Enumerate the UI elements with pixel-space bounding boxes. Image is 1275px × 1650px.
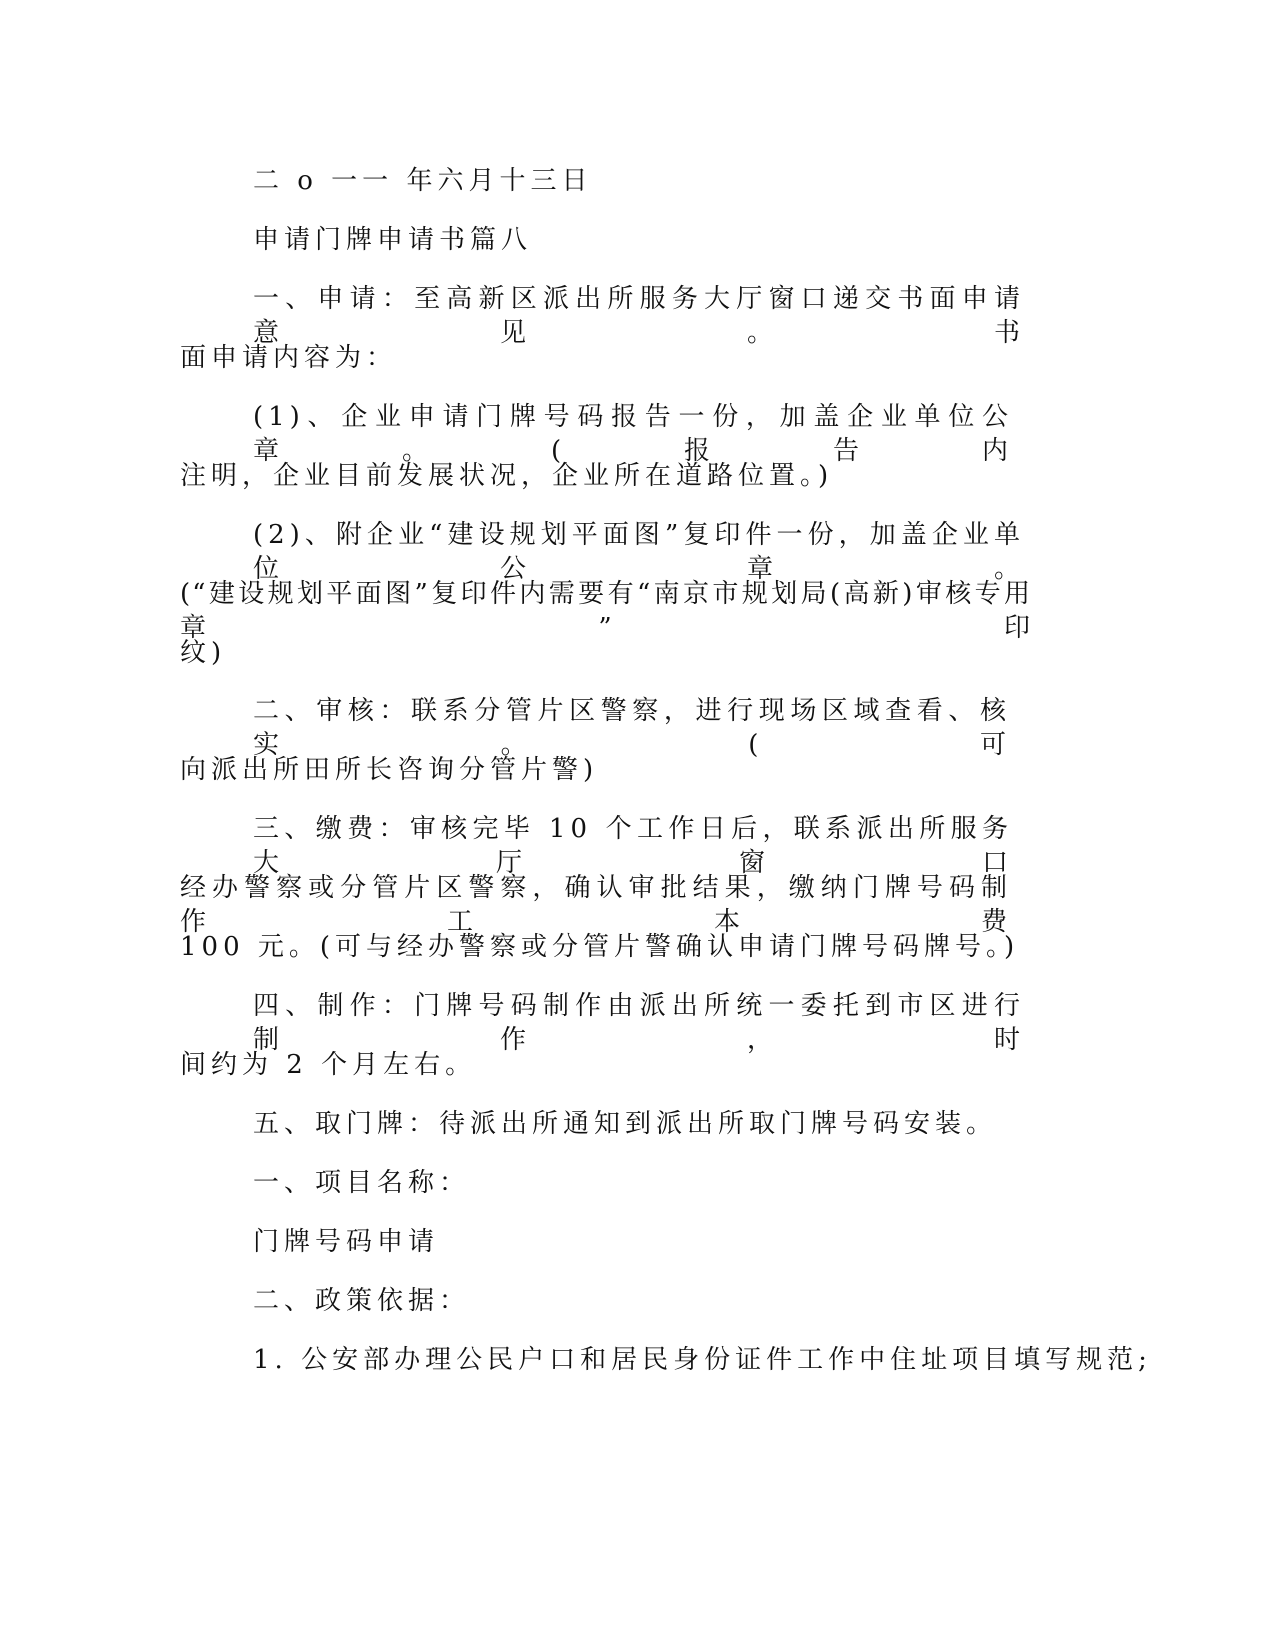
- paragraph-line: 四、制作：门牌号码制作由派出所统一委托到市区进行制作，时: [253, 991, 1025, 1055]
- paragraph-line: 经办警察或分管片区警察，确认审批结果，缴纳门牌号码制作工本费: [180, 873, 1012, 937]
- paragraph-line: 一、申请：至高新区派出所服务大厅窗口递交书面申请意见。书: [253, 284, 1025, 348]
- date-line: 二 o 一一 年六月十三日: [253, 166, 593, 196]
- item-heading: 一、项目名称：: [253, 1168, 471, 1198]
- paragraph-line: 向派出所田所长咨询分管片警): [180, 755, 599, 785]
- section-title: 申请门牌申请书篇八: [253, 225, 533, 255]
- list-item: 1. 公安部办理公民户口和居民身份证件工作中住址项目填写规范;: [253, 1345, 1152, 1375]
- paragraph-line: 间约为 2 个月左右。: [180, 1050, 477, 1080]
- paragraph-line: 100 元。(可与经办警察或分管片警确认申请门牌号码牌号。): [180, 932, 1020, 962]
- paragraph-line: 纹): [180, 638, 227, 668]
- paragraph-line: 五、取门牌：待派出所通知到派出所取门牌号码安装。: [253, 1109, 998, 1139]
- paragraph-line: 面申请内容为：: [180, 343, 398, 373]
- paragraph-line: 注明，企业目前发展状况，企业所在道路位置。): [180, 461, 834, 491]
- paragraph-line: (“建设规划平面图”复印件内需要有“南京市规划局(高新)审核专用章”印: [180, 579, 1032, 643]
- item-heading: 二、政策依据：: [253, 1286, 471, 1316]
- paragraph-line: (2)、附企业“建设规划平面图”复印件一份，加盖企业单位公章。: [253, 520, 1025, 584]
- paragraph-line: 二、审核：联系分管片区警察，进行现场区域查看、核实。(可: [253, 696, 1011, 760]
- paragraph-line: 三、缴费：审核完毕 10 个工作日后，联系派出所服务大厅窗口: [253, 814, 1013, 878]
- paragraph-line: (1)、企业申请门牌号码报告一份，加盖企业单位公章。(报告内: [253, 402, 1013, 466]
- item-value: 门牌号码申请: [253, 1227, 440, 1257]
